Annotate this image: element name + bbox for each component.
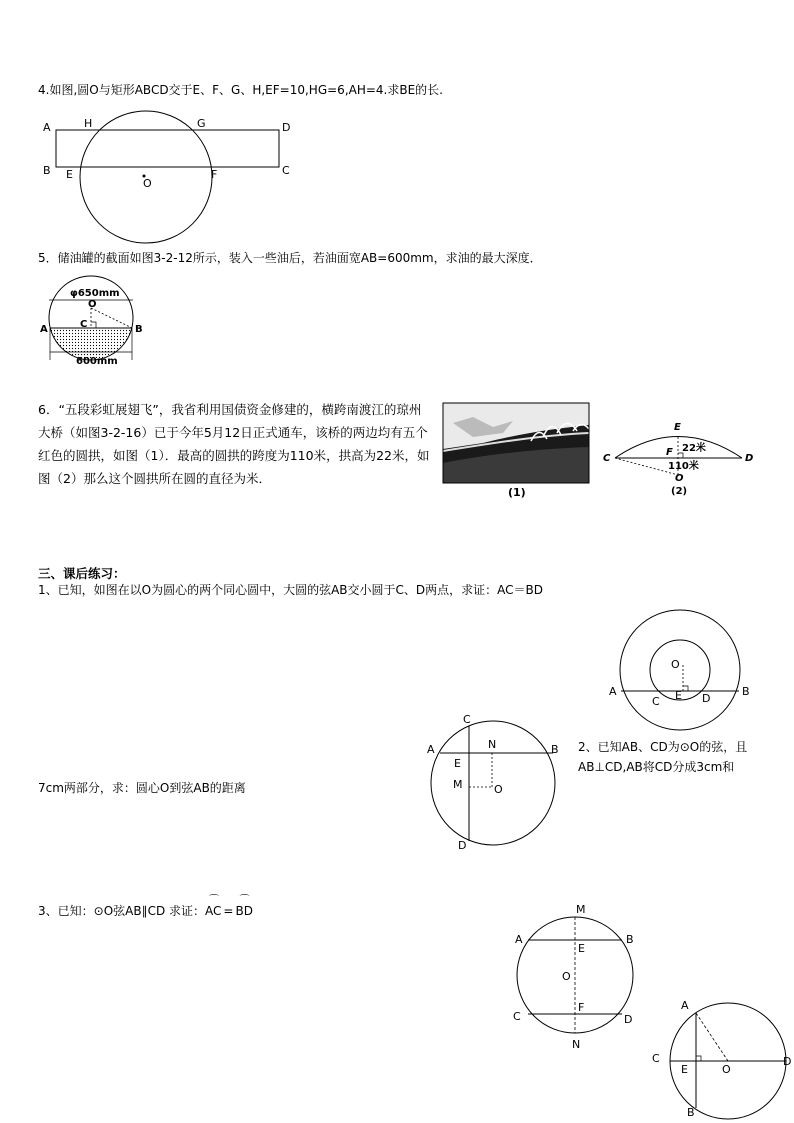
q5-ob-line bbox=[91, 308, 132, 328]
p4-label-c: C bbox=[652, 1052, 660, 1065]
p3-label-o: O bbox=[562, 970, 571, 983]
p2-label-d: D bbox=[458, 839, 467, 852]
p2-label-o: O bbox=[494, 783, 503, 796]
p4-figure bbox=[648, 995, 794, 1120]
p4-label-d: D bbox=[783, 1055, 792, 1068]
q5-figure bbox=[38, 272, 148, 372]
q4-text: 4.如图,圆O与矩形ABCD交于E、F、G、H,EF=10,HG=6,AH=4.求BE的长. bbox=[38, 83, 443, 97]
p1-big-circle bbox=[620, 610, 740, 730]
p3-label-m: M bbox=[576, 903, 586, 916]
q5-label-diameter: φ650mm bbox=[70, 288, 120, 299]
p4-label-e: E bbox=[681, 1063, 688, 1076]
p2-label-m: M bbox=[453, 778, 463, 791]
p3-label-a: A bbox=[515, 933, 523, 946]
q4-label-a: A bbox=[43, 121, 51, 134]
p3-label-f: F bbox=[578, 1001, 585, 1014]
q4-label-e: E bbox=[66, 168, 73, 181]
q5-right-angle bbox=[91, 322, 96, 328]
q4-label-g: G bbox=[197, 117, 206, 130]
p2-text-c: 7cm两部分，求：圆心O到弦AB的距离 bbox=[38, 781, 246, 795]
p3-label-e: E bbox=[578, 942, 585, 955]
p3-figure bbox=[508, 898, 648, 1053]
p2-label-b: B bbox=[551, 743, 559, 756]
q6-text: 6．“五段彩虹展翅飞”，我省利用国债资金修建的，横跨南渡江的琼州大桥（如图3-2-16）已于今年5月12日正式通车，该桥的两边均有五个红色的圆拱，如图（1）．最高的圆拱的跨度为110米，拱高为22米，如图（2）那么这个圆拱所在圆的直径为米． bbox=[38, 402, 430, 486]
p3-text-prefix: 3、已知：⊙O弦AB∥CD 求证： bbox=[38, 904, 206, 918]
p2-label-c: C bbox=[463, 713, 471, 726]
q5-label-width: 600mm bbox=[76, 356, 118, 367]
q6-arch-figure bbox=[600, 415, 755, 495]
p4-ao bbox=[696, 1013, 728, 1061]
arc-mark-icon: ⌒ bbox=[239, 895, 250, 906]
p2-text-a: 2、已知AB、CD为⊙O的弦，且 bbox=[578, 740, 748, 754]
q4-label-h: H bbox=[84, 117, 93, 130]
q5-text: 5．储油罐的截面如图3-2-12所示，装入一些油后，若油面宽AB=600mm，求油的最大深度． bbox=[38, 251, 542, 265]
p3-eq: = bbox=[223, 904, 234, 918]
p2-label-n: N bbox=[488, 738, 497, 751]
section-title: 三、课后练习： bbox=[38, 566, 126, 581]
p2-label-e: E bbox=[454, 757, 461, 770]
p1-label-e: E bbox=[675, 689, 682, 702]
p1-label-c: C bbox=[652, 695, 660, 708]
p3-label-n: N bbox=[572, 1038, 581, 1051]
q4-label-b: B bbox=[43, 164, 51, 177]
p3-label-b: B bbox=[626, 933, 634, 946]
arc-mark-icon: ⌒ bbox=[209, 895, 220, 906]
q6-label-w: 110米 bbox=[668, 461, 699, 472]
p3-arc-bd: BD ⌒ bbox=[235, 895, 253, 918]
p4-label-a: A bbox=[681, 999, 689, 1012]
p3-label-c: C bbox=[513, 1010, 521, 1023]
q6-caption-1: (1) bbox=[508, 486, 526, 499]
p2-label-a: A bbox=[427, 743, 435, 756]
q4-label-f: F bbox=[211, 168, 218, 181]
p1-label-a: A bbox=[609, 685, 617, 698]
q6-arch bbox=[615, 437, 742, 459]
p4-right-angle bbox=[696, 1056, 701, 1061]
p4-label-b: B bbox=[687, 1106, 695, 1119]
q6-label-c: C bbox=[603, 453, 611, 464]
q4-rectangle bbox=[56, 130, 279, 167]
p1-text: 1、已知，如图在以O为圆心的两个同心圆中，大圆的弦AB交小圆于C、D两点，求证：AC＝BD bbox=[38, 583, 543, 597]
p3-text bbox=[38, 895, 253, 918]
q6-photo bbox=[443, 403, 589, 483]
p1-figure bbox=[605, 605, 765, 735]
q4-label-c: C bbox=[282, 164, 290, 177]
q4-label-o: O bbox=[143, 177, 152, 190]
p3-label-d: D bbox=[624, 1013, 633, 1026]
q6-label-d: D bbox=[745, 453, 754, 464]
p1-label-o: O bbox=[671, 658, 680, 671]
p2-text-b: AB⊥CD,AB将CD分成3cm和 bbox=[578, 760, 735, 774]
q6-label-h: 22米 bbox=[682, 443, 706, 454]
q5-label-a: A bbox=[40, 324, 48, 335]
p3-arc-ac: AC ⌒ bbox=[205, 895, 222, 918]
q4-label-d: D bbox=[282, 121, 291, 134]
q4-figure bbox=[40, 112, 300, 242]
q5-label-c: C bbox=[80, 319, 88, 330]
q5-label-b: B bbox=[135, 324, 143, 335]
p2-figure bbox=[420, 708, 570, 858]
q6-label-f: F bbox=[666, 447, 673, 458]
q5-label-o: O bbox=[88, 299, 97, 310]
p4-label-o: O bbox=[722, 1063, 731, 1076]
p1-label-b: B bbox=[742, 685, 750, 698]
q6-caption-2: (2) bbox=[671, 486, 688, 497]
p1-right-angle bbox=[683, 686, 688, 691]
p1-label-d: D bbox=[702, 692, 711, 705]
q6-label-e: E bbox=[674, 422, 681, 433]
q6-label-o: O bbox=[675, 473, 684, 484]
